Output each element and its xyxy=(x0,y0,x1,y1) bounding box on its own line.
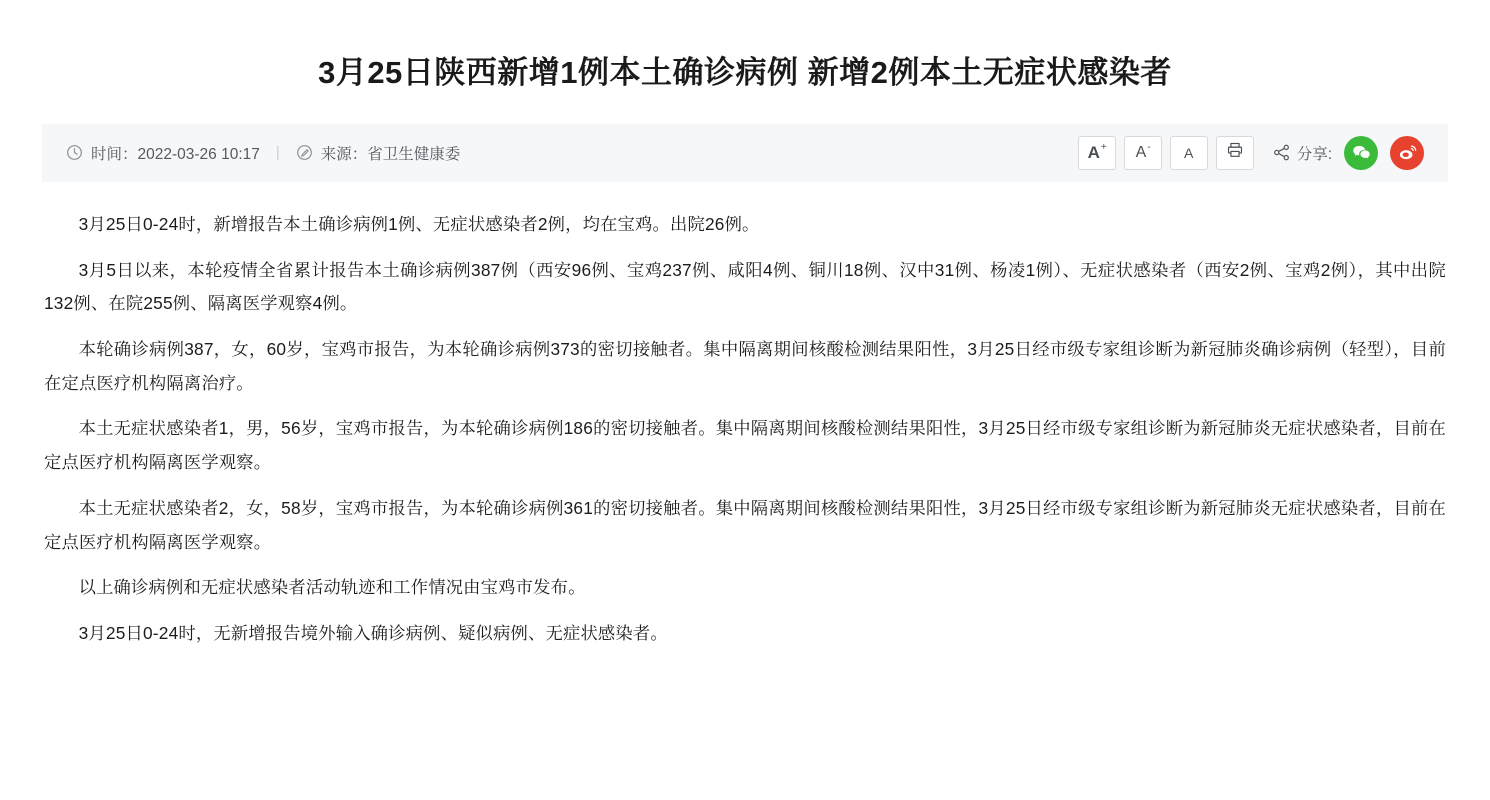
meta-separator: | xyxy=(275,144,280,162)
article-source-label: 来源：省卫生健康委 xyxy=(320,145,461,163)
page-title: 3月25日陕西新增1例本土确诊病例 新增2例本土无症状感染者 xyxy=(318,55,1172,90)
article-paragraph: 本轮确诊病例387，女，60岁，宝鸡市报告，为本轮确诊病例373的密切接触者。集中隔离期间核酸检测结果阳性，3月25日经市级专家组诊断为新冠肺炎确诊病例（轻型），目前在定点医疗机构隔离治疗。 xyxy=(44,339,1446,393)
meta-info-group xyxy=(66,142,460,164)
font-size-increase-letter: A xyxy=(1087,142,1100,162)
article-paragraph: 本土无症状感染者2，女，58岁，宝鸡市报告，为本轮确诊病例361的密切接触者。集中隔离期间核酸检测结果阳性，3月25日经市级专家组诊断为新冠肺炎无症状感染者，目前在定点医疗机构隔离医学观察。 xyxy=(44,497,1446,552)
article-paragraph: 3月25日0-24时，无新增报告境外输入确诊病例、疑似病例、无症状感染者。 xyxy=(78,623,668,644)
article-source xyxy=(296,142,461,164)
weibo-share-icon[interactable] xyxy=(1390,136,1424,170)
clock-icon xyxy=(66,144,83,161)
font-size-default-letter: A xyxy=(1184,144,1194,161)
article-paragraph: 3月25日0-24时，新增报告本土确诊病例1例、无症状感染者2例，均在宝鸡。出院26例。 xyxy=(78,213,760,234)
font-size-increase-sup: + xyxy=(1100,141,1107,153)
font-size-decrease-letter: A xyxy=(1135,143,1147,161)
print-button[interactable] xyxy=(1216,136,1254,170)
font-size-increase-button[interactable] xyxy=(1078,136,1116,170)
article-toolbar xyxy=(1070,136,1424,170)
article-paragraph: 本土无症状感染者1，男，56岁，宝鸡市报告，为本轮确诊病例186的密切接触者。集中隔离期间核酸检测结果阳性，3月25日经市级专家组诊断为新冠肺炎无症状感染者，目前在定点医疗机构隔离医学观察。 xyxy=(44,418,1446,473)
printer-icon xyxy=(1226,141,1244,164)
wechat-share-icon[interactable] xyxy=(1344,136,1378,170)
font-size-decrease-button[interactable] xyxy=(1124,136,1162,170)
publish-time-label: 时间：2022-03-26 10:17 xyxy=(91,145,260,163)
article-paragraph: 以上确诊病例和无症状感染者活动轨迹和工作情况由宝鸡市发布。 xyxy=(78,577,586,598)
article-meta-bar xyxy=(42,124,1448,182)
publish-time xyxy=(66,142,260,164)
article-body xyxy=(0,182,1490,651)
share-icon xyxy=(1272,143,1291,162)
article-paragraph: 3月5日以来，本轮疫情全省累计报告本土确诊病例387例（西安96例、宝鸡237例、咸阳4例、铜川18例、汉中31例、杨凌1例）、无症状感染者（西安2例、宝鸡2例），其中出院132例、在院255例、隔离医学观察4例。 xyxy=(44,259,1446,314)
share-group xyxy=(1272,136,1424,170)
font-size-decrease-sup: - xyxy=(1147,141,1151,153)
pencil-icon xyxy=(296,144,313,161)
share-label: 分享: xyxy=(1296,145,1332,163)
font-size-default-button[interactable] xyxy=(1170,136,1208,170)
